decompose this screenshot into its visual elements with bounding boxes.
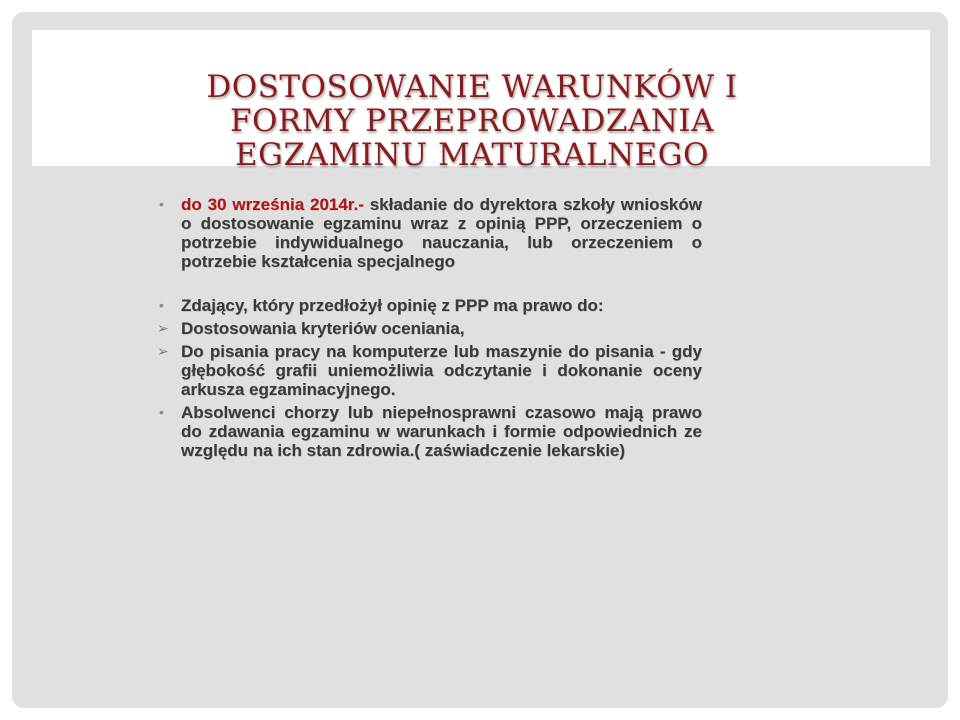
slide-title: DOSTOSOWANIE WARUNKÓW I FORMY PRZEPROWADZANIA EGZAMINU MATURALNEGO bbox=[206, 69, 738, 173]
bullet-icon: • bbox=[159, 297, 164, 313]
item-text: Zdający, który przedłożył opinię z PPP ma prawo do: bbox=[181, 296, 604, 315]
list-item bbox=[157, 296, 702, 315]
list-item bbox=[157, 319, 702, 338]
list-item bbox=[157, 195, 702, 271]
list-item bbox=[157, 342, 702, 399]
item-text: Absolwenci chorzy lub niepełnosprawni czasowo mają prawo do zdawania egzaminu w warunkach i formie odpowiednich ze względu na ich stan zdrowia.( zaświadczenie lekarskie) bbox=[181, 403, 702, 460]
deadline-highlight: do 30 września 2014r.- bbox=[181, 195, 364, 214]
slide-content bbox=[157, 195, 702, 464]
list-item bbox=[157, 403, 702, 460]
bullet-icon: • bbox=[159, 196, 164, 212]
item-text: Dostosowania kryteriów oceniania, bbox=[181, 319, 465, 338]
item-text: Do pisania pracy na komputerze lub maszynie do pisania - gdy głębokość grafii uniemożliwia odczytanie i dokonanie oceny arkusza egzaminacyjnego. bbox=[181, 342, 702, 399]
slide bbox=[12, 12, 948, 708]
item-text: składanie do dyrektora szkoły wniosków o dostosowanie egzaminu wraz z opinią PPP, orzeczeniem o potrzebie indywidualnego nauczania, lub orzeczeniem o potrzebie kształcenia specjalnego bbox=[181, 195, 702, 271]
arrow-bullet-icon: ➢ bbox=[157, 320, 169, 336]
arrow-bullet-icon: ➢ bbox=[157, 343, 169, 359]
bullet-icon: • bbox=[159, 404, 164, 420]
